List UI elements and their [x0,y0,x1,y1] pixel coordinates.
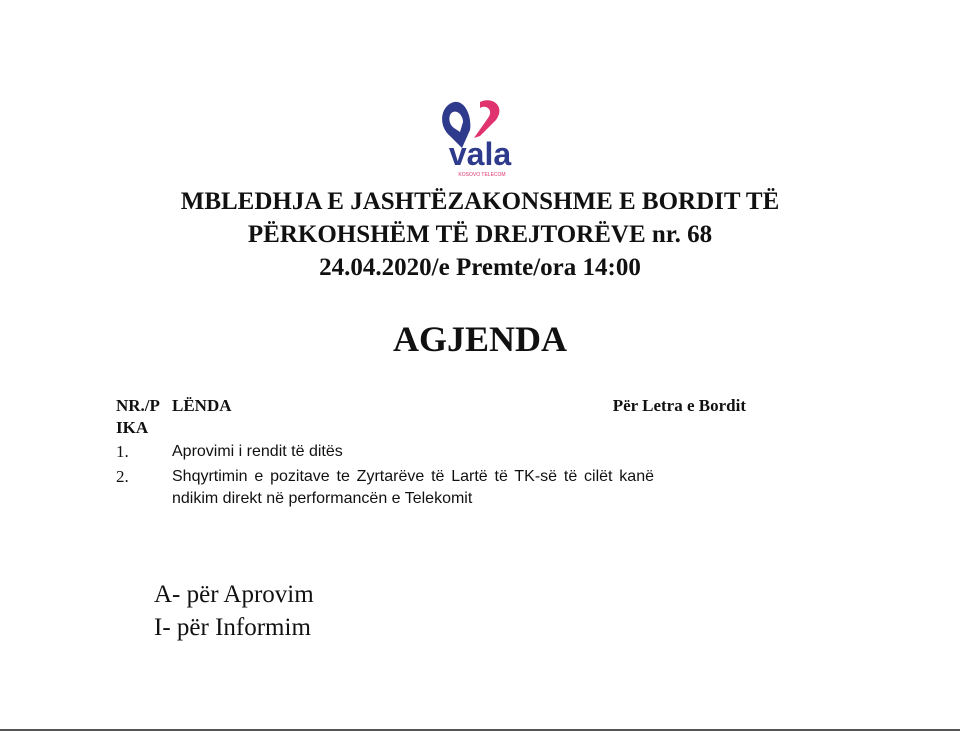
agenda-item-number: 1. [116,442,129,461]
column-header-subject: LËNDA [172,396,232,415]
legend-information: I- për Informim [154,614,311,641]
agenda-item-text: Aprovimi i rendit të ditës [172,443,343,460]
agenda-item-number: 2. [116,467,129,486]
page-bottom-edge [0,729,960,731]
meeting-date-time: 24.04.2020/e Premte/ora 14:00 [319,254,641,281]
meeting-title-line-1: MBLEDHJA E JASHTËZAKONSHME E BORDIT TË [180,188,780,215]
vala-logo [430,92,530,180]
column-header-purpose: Për Letra e Bordit [612,396,746,415]
logo-tagline: KOSOVO TELECOM [458,172,506,178]
agenda-item-text: Shqyrtimin e pozitave te Zyrtarëve të Lartë të TK-së të cilët kanë ndikim direkt në performancën e Telekomit [172,468,654,507]
agenda-heading: AGJENDA [392,319,567,359]
logo-wordmark: vala [448,136,512,172]
legend-approval: A- për Aprovim [154,581,314,608]
column-header-number: NR./P IKA [116,396,159,437]
meeting-title-line-2: PËRKOHSHËM TË DREJTORËVE nr. 68 [247,221,713,248]
